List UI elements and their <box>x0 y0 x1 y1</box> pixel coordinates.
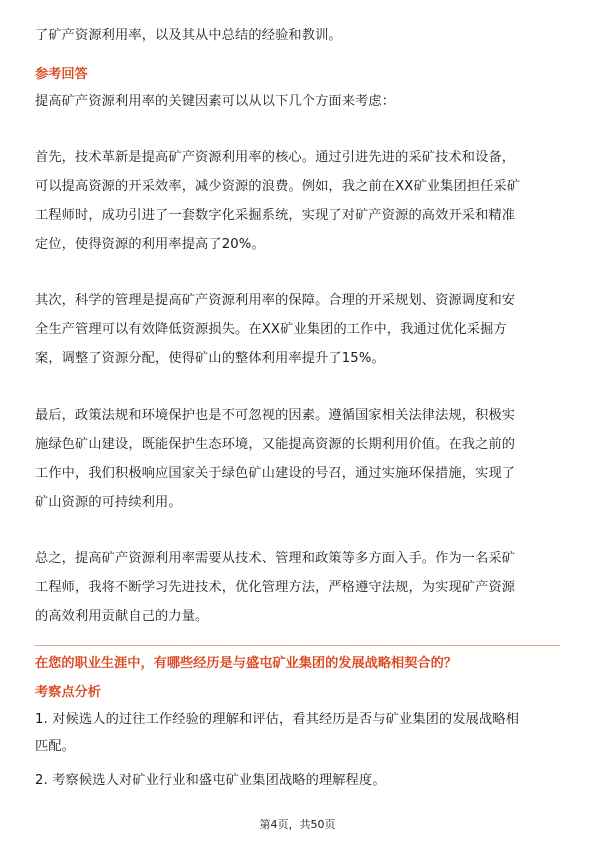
analysis-point: 2. 考察候选人对矿业行业和盛屯矿业集团战略的理解程度。 <box>35 773 386 788</box>
intro-line: 了矿产资源利用率，以及其从中总结的经验和教训。 <box>35 28 342 43</box>
paragraph-line: 最后，政策法规和环境保护也是不可忽视的因素。遵循国家相关法律法规，积极实 <box>35 408 516 423</box>
paragraph-line: 可以提高资源的开采效率，减少资源的浪费。例如，我之前在XX矿业集团担任采矿 <box>35 179 521 194</box>
question-title: 在您的职业生涯中，有哪些经历是与盛屯矿业集团的发展战略相契合的？ <box>35 656 457 671</box>
paragraph-line: 工程师，我将不断学习先进技术，优化管理方法，严格遵守法规，为实现矿产资源 <box>35 580 516 595</box>
paragraph-line: 总之，提高矿产资源利用率需要从技术、管理和政策等多方面入手。作为一名采矿 <box>35 551 516 566</box>
page-number: 第4页，共50页 <box>259 818 336 831</box>
paragraph-line: 案，调整了资源分配，使得矿山的整体利用率提升了15%。 <box>35 351 385 366</box>
paragraph-line: 定位，使得资源的利用率提高了20%。 <box>35 237 265 252</box>
paragraph-line: 工作中，我们积极响应国家关于绿色矿山建设的号召，通过实施环保措施，实现了 <box>35 466 516 481</box>
paragraph-line: 工程师时，成功引进了一套数字化采掘系统，实现了对矿产资源的高效开采和精准 <box>35 208 516 223</box>
paragraph-line: 矿山资源的可持续利用。 <box>35 495 182 510</box>
paragraph-line: 全生产管理可以有效降低资源损失。在XX矿业集团的工作中，我通过优化采掘方 <box>35 322 507 337</box>
paragraph-line: 施绿色矿山建设，既能保护生态环境，又能提高资源的长期利用价值。在我之前的 <box>35 437 516 452</box>
paragraph-line: 首先，技术革新是提高矿产资源利用率的核心。通过引进先进的采矿技术和设备， <box>35 150 516 165</box>
paragraph-line: 其次，科学的管理是提高矿产资源利用率的保障。合理的开采规划、资源调度和安 <box>35 293 516 308</box>
answer-heading: 参考回答 <box>35 67 88 82</box>
answer-lead: 提高矿产资源利用率的关键因素可以从以下几个方面来考虑： <box>35 94 396 109</box>
section-divider <box>35 645 560 646</box>
analysis-point: 1. 对候选人的过往工作经验的理解和评估，看其经历是否与矿业集团的发展战略相 <box>35 712 520 727</box>
analysis-heading: 考察点分析 <box>35 685 101 700</box>
analysis-point: 匹配。 <box>35 739 76 754</box>
paragraph-line: 的高效利用贡献自己的力量。 <box>35 609 209 624</box>
